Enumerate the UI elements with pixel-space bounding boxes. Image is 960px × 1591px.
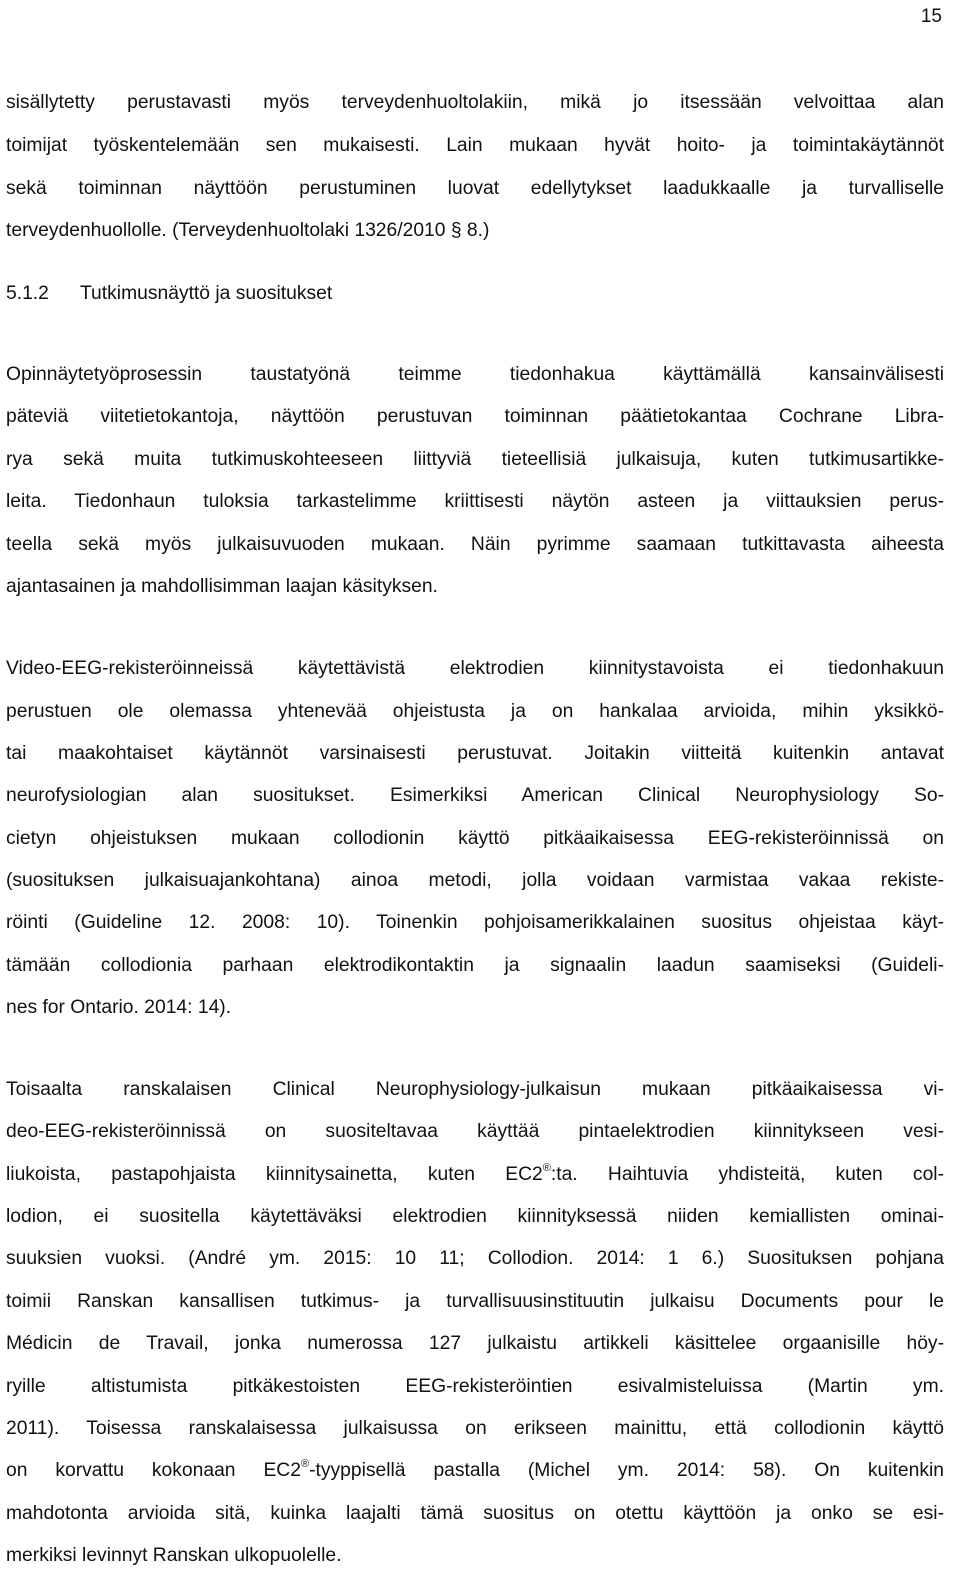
page-number: 15 (920, 6, 942, 27)
text-line: Opinnäytetyöprosessin taustatyönä teimme tiedonhakua käyttämällä kansainvälisesti (6, 364, 944, 385)
section-number: 5.1.2 (6, 283, 49, 304)
text-line: teella sekä myös julkaisuvuoden mukaan. Näin pyrimme saamaan tutkittavasta aiheesta (6, 534, 944, 555)
text-line: Médicin de Travail, jonka numerossa 127 julkaistu artikkeli käsittelee orgaanisille höy- (6, 1333, 944, 1354)
text-line: perustuen ole olemassa yhtenevää ohjeistusta ja on hankalaa arvioida, mihin yksikkö- (6, 701, 944, 722)
text-line: neurofysiologian alan suositukset. Esimerkiksi American Clinical Neurophysiology So- (6, 785, 944, 806)
text-line: suuksien vuoksi. (André ym. 2015: 10 11; Collodion. 2014: 1 6.) Suosituksen pohjana (6, 1248, 944, 1269)
text-line (6, 1459, 944, 1483)
text-line: Video-EEG-rekisteröinneissä käytettävistä elektrodien kiinnitystavoista ei tiedonhakuun (6, 658, 944, 679)
text-line (6, 1163, 944, 1187)
text-line: Toisaalta ranskalaisen Clinical Neurophysiology-julkaisun mukaan pitkäaikaisessa vi- (6, 1079, 944, 1100)
text-line: leita. Tiedonhaun tuloksia tarkastelimme kriittisesti näytön asteen ja viittauksien perus- (6, 491, 944, 512)
text-line: ryille altistumista pitkäkestoisten EEG-rekisteröintien esivalmisteluissa (Martin ym. (6, 1376, 944, 1397)
text-segment: -tyyppisellä pastalla (Michel ym. 2014: 58). On kuitenkin (309, 1460, 944, 1481)
text-line: tai maakohtaiset käytännöt varsinaisesti perustuvat. Joitakin viitteitä kuitenkin antavat (6, 743, 944, 764)
text-line: (suosituksen julkaisuajankohtana) ainoa metodi, jolla voidaan varmistaa vakaa rekiste- (6, 870, 944, 891)
text-line: ajantasainen ja mahdollisimman laajan käsityksen. (6, 576, 438, 597)
section-title: Tutkimusnäyttö ja suositukset (80, 283, 333, 304)
registered-mark: ® (300, 1458, 310, 1470)
text-line: sisällytetty perustavasti myös terveydenhuoltolakiin, mikä jo itsessään velvoittaa alan (6, 92, 944, 113)
text-line: päteviä viitetietokantoja, näyttöön perustuvan toiminnan päätietokantaa Cochrane Libra- (6, 406, 944, 427)
text-line: toimii Ranskan kansallisen tutkimus- ja turvallisuusinstituutin julkaisu Documents pour le (6, 1291, 944, 1312)
text-line: terveydenhuollolle. (Terveydenhuoltolaki 1326/2010 § 8.) (6, 220, 490, 241)
text-line: mahdotonta arvioida sitä, kuinka laajalti tämä suositus on otettu käyttöön ja onko se esi- (6, 1503, 944, 1524)
text-line: merkiksi levinnyt Ranskan ulkopuolelle. (6, 1545, 342, 1566)
text-line: 2011). Toisessa ranskalaisessa julkaisussa on erikseen mainittu, että collodionin käyttö (6, 1418, 944, 1439)
text-line: nes for Ontario. 2014: 14). (6, 997, 232, 1018)
text-line: röinti (Guideline 12. 2008: 10). Toinenkin pohjoisamerikkalainen suositus ohjeistaa käyt- (6, 912, 944, 933)
text-segment: :ta. Haihtuvia yhdisteitä, kuten col- (550, 1164, 944, 1185)
text-line: toimijat työskentelemään sen mukaisesti. Lain mukaan hyvät hoito- ja toimintakäytännöt (6, 135, 944, 156)
text-segment: liukoista, pastapohjaista kiinnitysainetta, kuten EC2 (6, 1164, 543, 1185)
text-line: deo-EEG-rekisteröinnissä on suositeltavaa käyttää pintaelektrodien kiinnitykseen vesi- (6, 1121, 944, 1142)
text-line: rya sekä muita tutkimuskohteeseen liittyviä tieteellisiä julkaisuja, kuten tutkimusartikke- (6, 449, 944, 470)
text-line: lodion, ei suositella käytettäväksi elektrodien kiinnityksessä niiden kemiallisten ominai- (6, 1206, 944, 1227)
section-heading (6, 282, 332, 306)
text-line: sekä toiminnan näyttöön perustuminen luovat edellytykset laadukkaalle ja turvalliselle (6, 178, 944, 199)
registered-mark: ® (542, 1162, 551, 1174)
text-segment: on korvattu kokonaan EC2 (6, 1460, 301, 1481)
text-line: tämään collodionia parhaan elektrodikontaktin ja signaalin laadun saamiseksi (Guideli- (6, 955, 944, 976)
text-line: cietyn ohjeistuksen mukaan collodionin käyttö pitkäaikaisessa EEG-rekisteröinnissä on (6, 828, 944, 849)
